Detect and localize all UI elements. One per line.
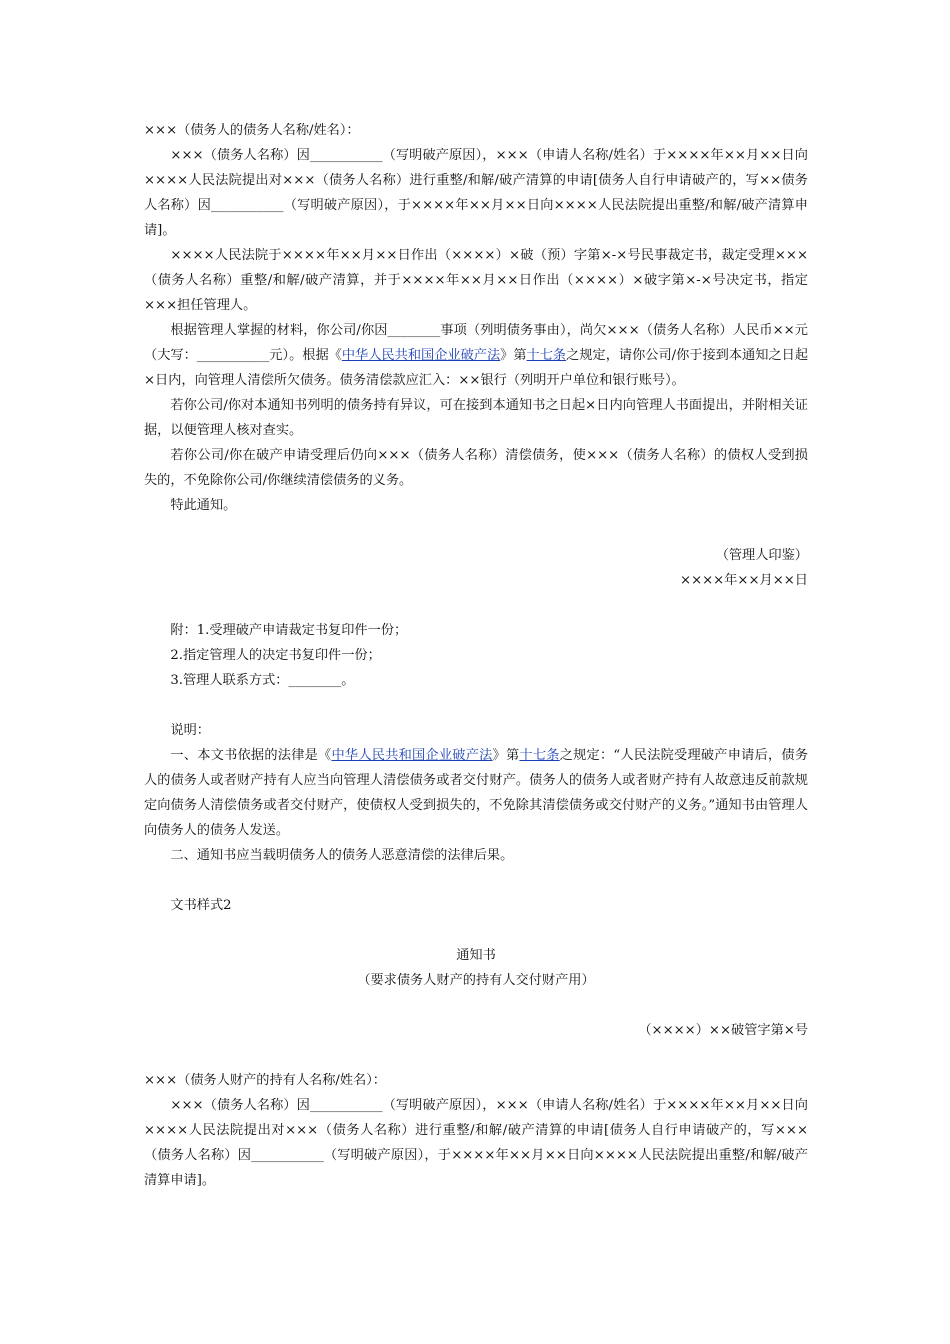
spacer: [144, 693, 808, 718]
doc-subtitle: （要求债务人财产的持有人交付财产用）: [357, 973, 595, 988]
article-link[interactable]: 十七条: [519, 748, 560, 763]
paragraph-closing: 特此通知。: [170, 498, 237, 513]
paragraph-consequence: 若你公司/你在破产申请受理后仍向×××（债务人名称）清偿债务，使×××（债务人名称）的债权人受到损失的，不免除你公司/你继续清偿债务的义务。: [144, 448, 808, 488]
attachment-item: 附：1.受理破产申请裁定书复印件一份；: [170, 623, 408, 638]
paragraph-background: ×××（债务人名称）因___________（写明破产原因），×××（申请人名称/姓名）于××××年××月××日向××××人民法院提出对×××（债务人名称）进行重整/和解/破产清算的申请[债务人自行申请破产的，写×××（债务人名称）因___________（写明破产原因），于××××年××月××日向××××人民法院提出重整/和解/破产清算申请]。: [144, 1098, 808, 1188]
paragraph-background: ×××（债务人名称）因___________（写明破产原因），×××（申请人名称/姓名）于××××年××月××日向××××人民法院提出对×××（债务人名称）进行重整/和解/破产清算的申请[债务人自行申请破产的，写××债务人名称）因___________（写明破产原因），于××××年××月××日向××××人民法院提出重整/和解/破产清算申请]。: [144, 148, 808, 238]
document-page: [144, 118, 808, 1193]
paragraph-objection: 若你公司/你对本通知书列明的债务持有异议，可在接到本通知书之日起×日内向管理人书面提出，并附相关证据，以便管理人核对查实。: [144, 398, 808, 438]
spacer: [144, 993, 808, 1018]
spacer: [144, 918, 808, 943]
spacer: [144, 518, 808, 543]
paragraph-text: 根据管理人掌握的材料，你公司/你因________事项（列明债务事由），尚欠×××（债务人名称）人民币××元（大写：___________元）。根据《: [144, 323, 808, 363]
salutation: ×××（债务人的债务人名称/姓名）：: [144, 123, 360, 138]
salutation: ×××（债务人财产的持有人名称/姓名）：: [144, 1073, 386, 1088]
seal-line: （管理人印鉴）: [715, 548, 808, 563]
note-text: 之规定：“人民法院受理破产申请后，债务人的债务人或者财产持有人应当向管理人清偿债务或者交付财产。债务人的债务人或者财产持有人故意违反前款规定向债务人清偿债务或者交付财产，使债权人受到损失的，不免除其清偿债务或交付财产的义务。”通知书由管理人向债务人的债务人发送。: [144, 748, 809, 838]
paragraph-text: 》第: [500, 348, 527, 363]
style-label: 文书样式2: [170, 898, 232, 913]
attachment-item: 2.指定管理人的决定书复印件一份；: [170, 648, 381, 663]
paragraph-text: 之规定，请你公司/你于接到本通知之日起×日内，向管理人清偿所欠债务。债务清偿款应汇入：××银行（列明开户单位和银行账号）。: [144, 348, 809, 388]
date-line: ××××年××月××日: [680, 573, 808, 588]
paragraph-court-ruling: ××××人民法院于××××年××月××日作出（××××）×破（预）字第×-×号民事裁定书，裁定受理×××（债务人名称）重整/和解/破产清算，并于××××年××月××日作出（××××）×破字第×-×号决定书，指定×××担任管理人。: [144, 248, 808, 313]
note-item: [144, 743, 808, 843]
paragraph-debt-notice: [144, 318, 808, 393]
note-item: 二、通知书应当载明债务人的债务人恶意清偿的法律后果。: [170, 848, 514, 863]
attachment-item: 3.管理人联系方式：________。: [170, 673, 355, 688]
note-text: 》第: [492, 748, 520, 763]
law-link[interactable]: 中华人民共和国企业破产法: [341, 348, 501, 363]
note-text: 一、本文书依据的法律是《: [170, 748, 332, 763]
spacer: [144, 1043, 808, 1068]
law-link[interactable]: 中华人民共和国企业破产法: [331, 748, 493, 763]
spacer: [144, 593, 808, 618]
note-title: 说明：: [170, 723, 210, 738]
spacer: [144, 868, 808, 893]
doc-title: 通知书: [456, 948, 496, 963]
article-link[interactable]: 十七条: [526, 348, 567, 363]
doc-number: （××××）××破管字第×号: [638, 1023, 808, 1038]
